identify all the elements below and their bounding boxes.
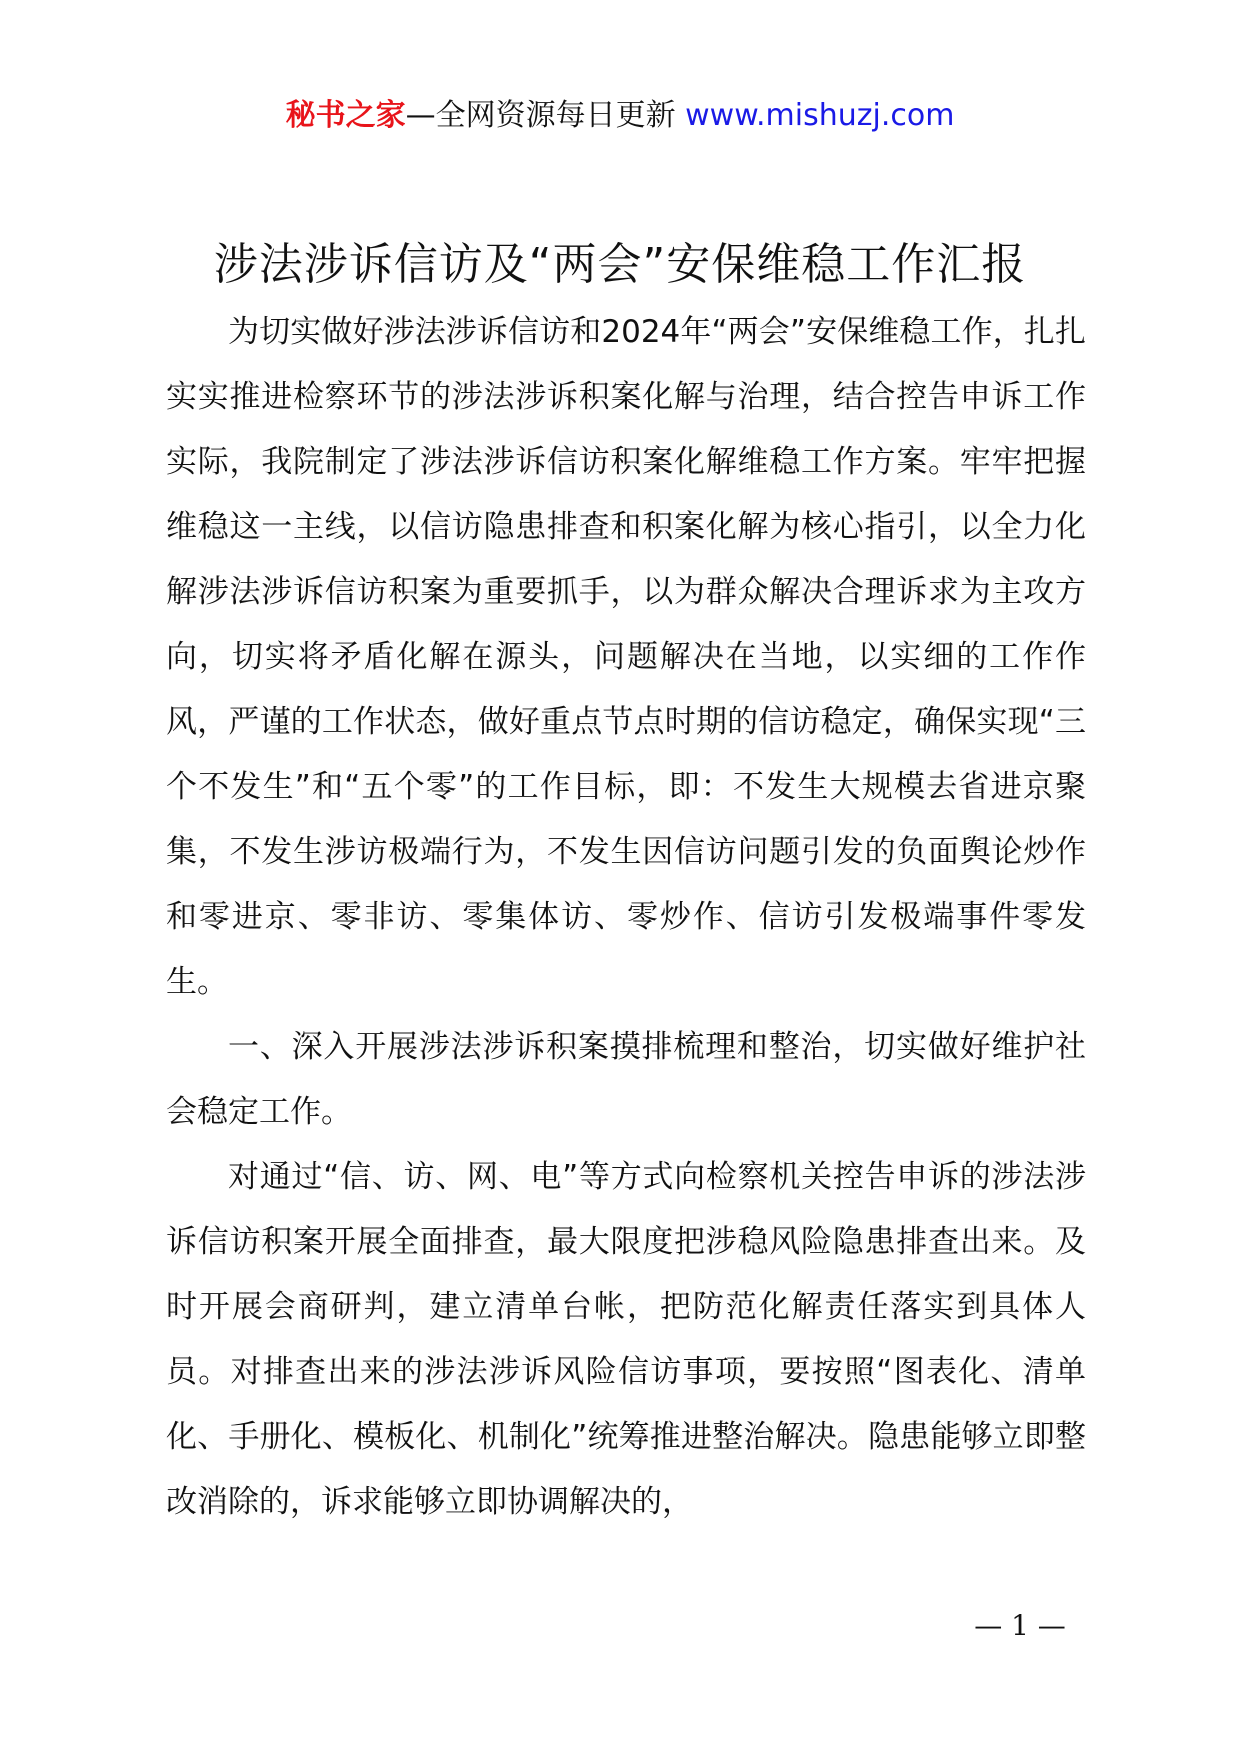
site-url-link[interactable]: www.mishuzj.com xyxy=(685,98,955,133)
intro-paragraph: 为切实做好涉法涉诉信访和2024年“两会”安保维稳工作，扎扎实实推进检察环节的涉法涉诉积案化解与治理，结合控告申诉工作实际，我院制定了涉法涉诉信访积案化解维稳工作方案。牢牢把握维稳这一主线，以信访隐患排查和积案化解为核心指引，以全力化解涉法涉诉信访积案为重要抓手，以为群众解决合理诉求为主攻方向，切实将矛盾化解在源头，问题解决在当地，以实细的工作作风，严谨的工作状态，做好重点节点时期的信访稳定，确保实现“三个不发生”和“五个零”的工作目标，即：不发生大规模去省进京聚集，不发生涉访极端行为，不发生因信访问题引发的负面舆论炒作和零进京、零非访、零集体访、零炒作、信访引发极端事件零发生。 xyxy=(166,314,1086,1000)
section-1-paragraph: 对通过“信、访、网、电”等方式向检察机关控告申诉的涉法涉诉信访积案开展全面排查，最大限度把涉稳风险隐患排查出来。及时开展会商研判，建立清单台帐，把防范化解责任落实到具体人员。对排查出来的涉法涉诉风险信访事项，要按照“图表化、清单化、手册化、模板化、机制化”统筹推进整治解决。隐患能够立即整改消除的，诉求能够立即协调解决的， xyxy=(166,1159,1086,1520)
page-number: — 1 — xyxy=(974,1609,1066,1642)
brand-name: 秘书之家 xyxy=(285,98,406,133)
document-body xyxy=(166,300,1086,1535)
header-tagline: —全网资源每日更新 xyxy=(405,98,676,133)
document-title: 涉法涉诉信访及“两会”安保维稳工作汇报 xyxy=(213,239,1027,290)
site-header xyxy=(0,96,1240,136)
section-heading-1: 一、深入开展涉法涉诉积案摸排梳理和整治，切实做好维护社会稳定工作。 xyxy=(166,1029,1086,1130)
